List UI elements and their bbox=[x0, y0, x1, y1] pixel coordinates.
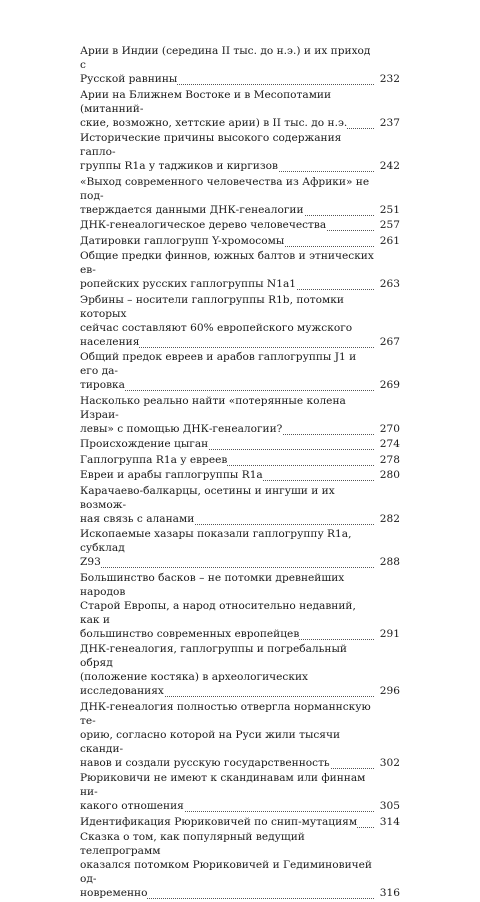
toc-entry-title: Карачаево-балкарцы, осетины и ингуши и их возмож- ная связь с аланами bbox=[80, 484, 335, 525]
toc-entry-title: Ископаемые хазары показали гаплогруппу R1a, субклад Z93 bbox=[80, 528, 352, 568]
toc-entry bbox=[80, 468, 400, 482]
toc-entry bbox=[80, 815, 400, 829]
toc-entry-title: Датировки гаплогрупп Y-хромосомы bbox=[80, 234, 285, 247]
toc-entry bbox=[80, 350, 400, 392]
toc-entry-page: 251 bbox=[376, 203, 400, 217]
toc-entry bbox=[80, 218, 400, 232]
toc-entry-page: 269 bbox=[376, 378, 400, 392]
toc-entry bbox=[80, 437, 400, 451]
toc-entry bbox=[80, 830, 400, 900]
toc-entry-page: 316 bbox=[376, 886, 400, 900]
toc-entry-title: ДНК-генеалогия, гаплогруппы и погребальный обряд (положение костяка) в археологических исследованиях bbox=[80, 643, 347, 697]
toc-entry bbox=[80, 527, 400, 569]
toc-entry bbox=[80, 453, 400, 467]
toc-entry-title: Происхождение цыган bbox=[80, 438, 209, 450]
toc-entry bbox=[80, 234, 400, 248]
toc-entry bbox=[80, 44, 400, 86]
toc-entry-page: 232 bbox=[376, 72, 400, 86]
toc-entry bbox=[80, 131, 400, 173]
toc-entry-title: Евреи и арабы гаплогруппы R1a bbox=[80, 469, 263, 481]
toc-entry-page: 302 bbox=[376, 756, 400, 770]
table-of-contents bbox=[80, 44, 400, 902]
toc-entry-page: 288 bbox=[376, 555, 400, 569]
toc-entry bbox=[80, 571, 400, 641]
toc-entry bbox=[80, 700, 400, 770]
toc-entry-page: 282 bbox=[376, 512, 400, 526]
toc-entry bbox=[80, 771, 400, 813]
toc-entry-page: 267 bbox=[376, 335, 400, 349]
toc-entry-title: Общий предок евреев и арабов гаплогруппы J1 и его да- тировка bbox=[80, 351, 357, 391]
dot-leader bbox=[80, 567, 374, 568]
toc-entry bbox=[80, 175, 400, 217]
toc-entry-title: Гаплогруппа R1a у евреев bbox=[80, 453, 228, 466]
toc-entry bbox=[80, 642, 400, 698]
toc-entry-title: Насколько реально найти «потерянные колена Израи- левы» с помощью ДНК-генеалогии? bbox=[80, 394, 346, 435]
toc-entry bbox=[80, 88, 400, 130]
toc-entry-page: 291 bbox=[376, 627, 400, 641]
toc-entry-page: 270 bbox=[376, 422, 400, 436]
toc-entry-title: Арии в Индии (середина II тыс. до н.э.) и их приход с Русской равнины bbox=[80, 45, 371, 85]
toc-entry bbox=[80, 484, 400, 526]
toc-entry-page: 314 bbox=[376, 815, 400, 829]
toc-entry-title: Арии на Ближнем Востоке и в Месопотамии (митанний- ские, возможно, хеттские арии) в II тыс. до н.э. bbox=[80, 88, 348, 129]
toc-entry-title: Сказка о том, как популярный ведущий телепрограмм оказался потомком Рюриковичей и Гедиминовичей од- новременно bbox=[80, 831, 372, 899]
toc-entry-page: 261 bbox=[376, 234, 400, 248]
toc-entry-title: Рюриковичи не имеют к скандинавам или финнам ни- какого отношения bbox=[80, 772, 366, 812]
toc-entry-page: 305 bbox=[376, 799, 400, 813]
toc-entry bbox=[80, 293, 400, 349]
toc-entry-title: ДНК-генеалогия полностью отвергла норманнскую те- орию, согласно которой на Руси жили тысячи сканди- навов и создали русскую государственность bbox=[80, 700, 371, 769]
toc-entry bbox=[80, 249, 400, 291]
toc-entry bbox=[80, 394, 400, 436]
toc-entry-page: 263 bbox=[376, 277, 400, 291]
toc-entry-page: 242 bbox=[376, 159, 400, 173]
toc-entry-page: 274 bbox=[376, 437, 400, 451]
toc-entry-title: Эрбины – носители гаплогруппы R1b, потомки которых сейчас составляют 60% европейского мужского населения bbox=[80, 293, 353, 348]
toc-entry-page: 237 bbox=[376, 116, 400, 130]
toc-entry-page: 257 bbox=[376, 218, 400, 232]
toc-entry-title: «Выход современного человечества из Африки» не под- тверждается данными ДНК-генеалогии bbox=[80, 175, 370, 216]
toc-entry-page: 296 bbox=[376, 684, 400, 698]
toc-entry-page: 278 bbox=[376, 453, 400, 467]
toc-entry-title: Большинство басков – не потомки древнейших народов Старой Европы, а народ относительно недавний, как и большинство современных европейцев bbox=[80, 571, 356, 640]
toc-entry-title: Исторические причины высокого содержания гапло- группы R1a у таджиков и киргизов bbox=[80, 132, 342, 172]
toc-entry-title: ДНК-генеалогическое дерево человечества bbox=[80, 219, 327, 231]
toc-entry-title: Общие предки финнов, южных балтов и этнических ев- ропейских русских гаплогруппы N1a1 bbox=[80, 250, 374, 290]
toc-entry-title: Идентификация Рюриковичей по снип-мутациям bbox=[80, 815, 358, 828]
toc-entry-page: 280 bbox=[376, 468, 400, 482]
